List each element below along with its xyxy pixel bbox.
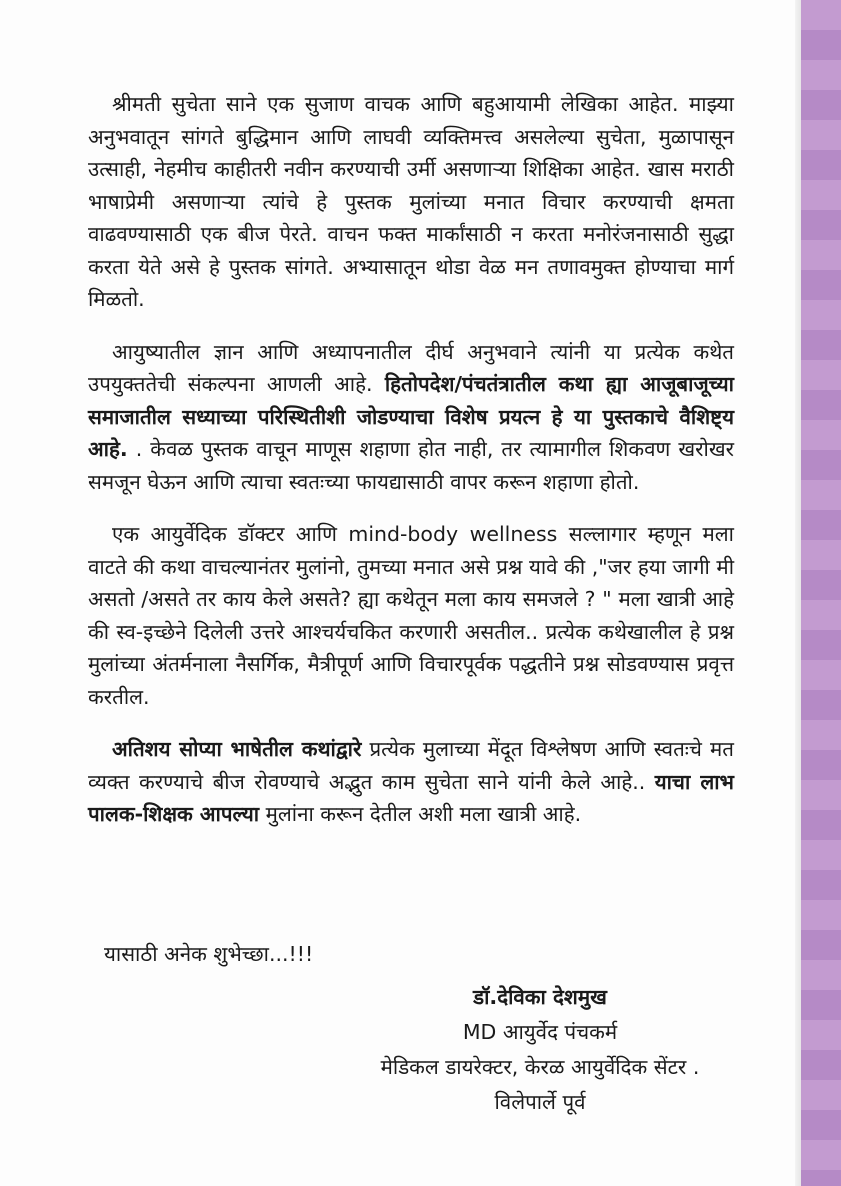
paragraph-1 bbox=[88, 88, 734, 316]
signature-position: मेडिकल डायरेक्टर, केरळ आयुर्वेदिक सेंटर . bbox=[380, 1055, 700, 1079]
paragraph-3 bbox=[88, 518, 734, 713]
paragraph-1-text: श्रीमती सुचेता साने एक सुजाण वाचक आणि बहुआयामी लेखिका आहेत. माझ्या अनुभवातून सांगते बुद्धिमान आणि लाघवी व्यक्तिमत्त्व असलेल्या सुचेता, मुळापासून उत्साही, नेहमीच काहीतरी नवीन करण्याची उर्मी असणाऱ्या शिक्षिका आहेत. खास मराठी भाषाप्रेमी असणाऱ्या त्यांचे हे पुस्तक मुलांच्या मनात विचार करण्याची क्षमता वाढवण्यासाठी एक बीज पेरते. वाचन फक्त मार्कांसाठी न करता मनोरंजनासाठी सुद्धा करता येते असे हे पुस्तक सांगते. अभ्यासातून थोडा वेळ मन तणावमुक्त होण्याचा मार्ग मिळतो. bbox=[88, 92, 734, 311]
foreword-body bbox=[88, 88, 734, 851]
paragraph-4-end: मुलांना करून देतील अशी मला खात्री आहे. bbox=[265, 802, 582, 826]
book-spine-stripe bbox=[801, 0, 841, 1186]
paragraph-4-bold-2: याचा लाभ पालक-शिक्षक आपल्या bbox=[88, 769, 734, 826]
signature-degree: MD आयुर्वेद पंचकर्म bbox=[462, 1020, 618, 1044]
paragraph-2-end: . केवळ पुस्तक वाचून माणूस शहाणा होत नाही, तर त्यामागील शिकवण खरोखर समजून घेऊन आणि त्याचा स्वतःच्या फायद्यासाठी वापर करून शहाणा होतो. bbox=[88, 437, 734, 494]
signature-block bbox=[330, 980, 750, 1120]
paragraph-4-mid: प्रत्येक मुलाच्या मेंदूत विश्लेषण आणि स्वतःचे मत व्यक्त करण्याचे बीज रोवण्याचे अद्भुत काम सुचेता साने यांनी केले आहे.. bbox=[88, 737, 734, 794]
closing-wishes: यासाठी अनेक शुभेच्छा...!!! bbox=[104, 942, 314, 966]
signature-location: विलेपार्ले पूर्व bbox=[494, 1090, 586, 1114]
paragraph-2-start: आयुष्यातील ज्ञान आणि अध्यापनातील दीर्घ अनुभवाने त्यांनी या प्रत्येक कथेत उपयुक्ततेची संकल्पना आणली आहे. bbox=[88, 339, 734, 396]
paragraph-2 bbox=[88, 336, 734, 499]
paragraph-4-bold-1: अतिशय सोप्या भाषेतील कथांद्वारे bbox=[112, 737, 362, 761]
paragraph-2-bold: हितोपदेश/पंचतंत्रातील कथा ह्या आजूबाजूच्या समाजातील सध्याच्या परिस्थितीशी जोडण्याचा विशेष प्रयत्न हे या पुस्तकाचे वैशिष्ट्य आहे. bbox=[88, 372, 734, 461]
signature-name: डॉ.देविका देशमुख bbox=[473, 985, 607, 1009]
paragraph-4 bbox=[88, 733, 734, 831]
paragraph-3-text: एक आयुर्वेदिक डॉक्टर आणि mind-body wellness सल्लागार म्हणून मला वाटते की कथा वाचल्यानंतर मुलांनो, तुमच्या मनात असे प्रश्न यावे की ,"जर हया जागी मी असतो /असते तर काय केले असते? ह्या कथेतून मला काय समजले ? " मला खात्री आहे की स्व-इच्छेने दिलेली उत्तरे आश्चर्यचकित करणारी असतील.. प्रत्येक कथेखालील हे प्रश्न मुलांच्या अंतर्मनाला नैसर्गिक, मैत्रीपूर्ण आणि विचारपूर्वक पद्धतीने प्रश्न सोडवण्यास प्रवृत्त करतील. bbox=[88, 522, 734, 709]
